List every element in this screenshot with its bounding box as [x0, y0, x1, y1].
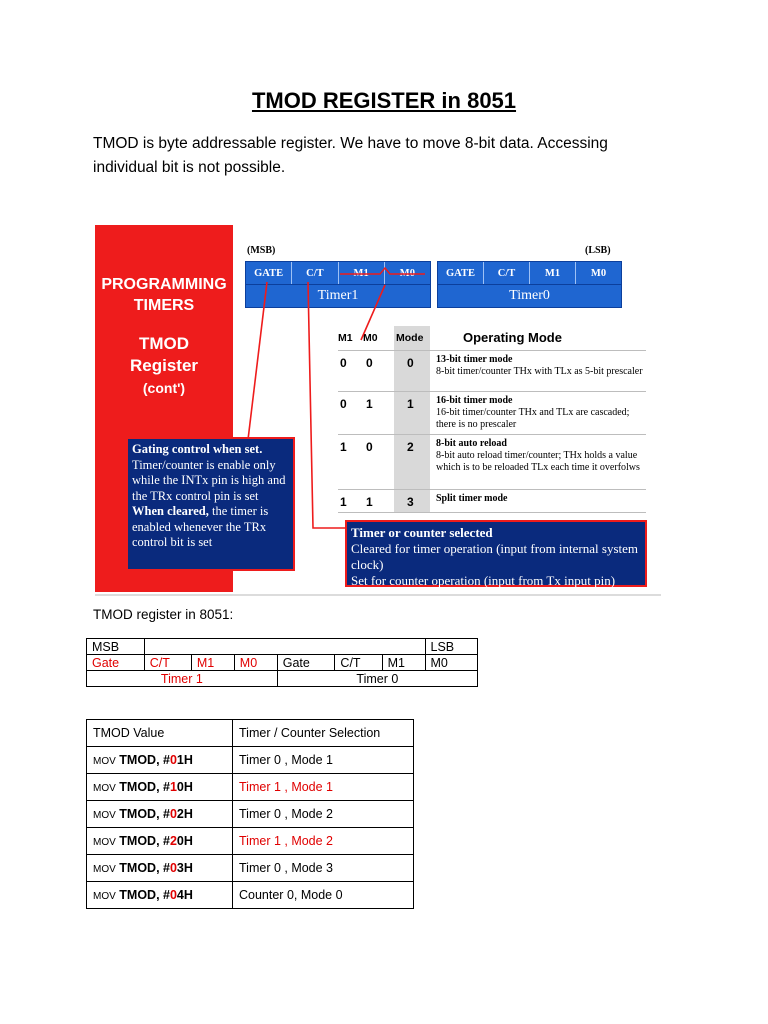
selection-cell: Timer 0 , Mode 1: [233, 747, 414, 774]
side-register: Register: [129, 356, 199, 375]
timer0-cell: Timer 0: [277, 671, 477, 687]
gate-box-text-1: Timer/counter is enable only while the INTx pin is high and the TRx control pin is set: [132, 457, 286, 503]
bit-cell: M0: [425, 655, 477, 671]
bit-ct-0: C/T: [484, 262, 530, 284]
header-m0: M0: [363, 332, 378, 344]
gate-description-box: [126, 437, 295, 571]
operand-suffix: H: [183, 861, 193, 875]
side-cont: (cont'): [142, 380, 186, 396]
operand-low-digit: 3: [176, 861, 184, 875]
header-operating-mode: Operating Mode: [463, 330, 562, 345]
instruction-operand: [119, 753, 193, 767]
row-m1: 0: [340, 356, 347, 370]
operand-prefix: TMOD, #: [119, 780, 170, 794]
instruction-operand: [119, 807, 193, 821]
row-description: 8-bit auto reload 8-bit auto reload timer/counter; THx holds a value which is to be reloaded TLx each time it overfolws: [436, 438, 640, 473]
bit-cell: C/T: [144, 655, 191, 671]
bit-cell: M1: [191, 655, 234, 671]
bit-cell: Gate: [87, 655, 145, 671]
bit-m0-1: M0: [399, 267, 415, 279]
table-row: [87, 882, 414, 909]
ct-box-heading: Timer or counter selected: [351, 525, 493, 540]
row-m0: 0: [366, 356, 373, 370]
row-m0: 1: [366, 495, 373, 509]
mov-mnemonic: MOV: [93, 810, 116, 821]
row-mode: 2: [407, 440, 414, 454]
table-row: [87, 671, 478, 687]
selection-cell: Counter 0, Mode 0: [233, 882, 414, 909]
mov-mnemonic: MOV: [93, 864, 116, 875]
operand-high-digit: 0: [169, 753, 177, 767]
table-row: [87, 801, 414, 828]
row-m0: 0: [366, 440, 373, 454]
operand-high-digit: 1: [169, 780, 177, 794]
side-title-line-1: PROGRAMMING: [101, 276, 227, 293]
tmod-register-table: [86, 638, 478, 687]
operand-prefix: TMOD, #: [119, 861, 170, 875]
instruction-operand: [119, 834, 193, 848]
timer1-cell: Timer 1: [87, 671, 278, 687]
tmod-instruction-cell: [87, 828, 233, 855]
operand-high-digit: 2: [169, 834, 177, 848]
header-tmod-value: TMOD Value: [87, 720, 233, 747]
selection-cell: Timer 0 , Mode 3: [233, 855, 414, 882]
operand-suffix: H: [183, 753, 193, 767]
row-description: 16-bit timer mode 16-bit timer/counter THx and TLx are cascaded; there is no prescaler: [436, 395, 630, 430]
selection-cell: Timer 1 , Mode 2: [233, 828, 414, 855]
timer0-label-bar: Timer0: [437, 284, 622, 308]
blank-cell: [144, 639, 425, 655]
operand-prefix: TMOD, #: [119, 834, 170, 848]
operand-low-digit: 0: [176, 780, 184, 794]
mov-mnemonic: MOV: [93, 756, 116, 767]
table-row: [87, 774, 414, 801]
bit-m1-0: M1: [530, 262, 576, 284]
table-row: [87, 655, 478, 671]
tmod-slide-figure: [95, 222, 661, 596]
operand-low-digit: 0: [176, 834, 184, 848]
operand-low-digit: 2: [176, 807, 184, 821]
operand-suffix: H: [183, 807, 193, 821]
tmod-instruction-cell: [87, 747, 233, 774]
row-m0: 1: [366, 397, 373, 411]
gate-box-heading: Gating control when set.: [132, 442, 263, 456]
instruction-operand: [119, 888, 193, 902]
lsb-label: (LSB): [585, 245, 611, 256]
lsb-cell: LSB: [425, 639, 477, 655]
operand-high-digit: 0: [169, 888, 177, 902]
table-row: [87, 639, 478, 655]
intro-paragraph: TMOD is byte addressable register. We have to move 8-bit data. Accessing individual bit is not possible.: [93, 135, 608, 176]
header-m1: M1: [338, 332, 353, 344]
table-row: [87, 747, 414, 774]
side-tmod: TMOD: [138, 334, 190, 353]
operand-suffix: H: [183, 888, 193, 902]
instruction-operand: [119, 780, 193, 794]
mov-mnemonic: MOV: [93, 783, 116, 794]
ct-box-line-1: Cleared for timer operation (input from internal system clock): [351, 541, 638, 572]
tmod-value-table: [86, 719, 414, 909]
operand-high-digit: 0: [169, 861, 177, 875]
row-description: 13-bit timer mode 8-bit timer/counter THx with TLx as 5-bit prescaler: [436, 354, 643, 377]
bit-cell: C/T: [335, 655, 382, 671]
row-mode: 0: [407, 356, 414, 370]
table-row: [87, 855, 414, 882]
operand-suffix: H: [183, 780, 193, 794]
operand-low-digit: 4: [176, 888, 184, 902]
side-title-line-2: TIMERS: [133, 297, 195, 314]
ct-box-line-2: Set for counter operation (input from Tx input pin): [351, 573, 616, 588]
row-m1: 0: [340, 397, 347, 411]
operand-high-digit: 0: [169, 807, 177, 821]
table-row: [87, 828, 414, 855]
header-selection: Timer / Counter Selection: [233, 720, 414, 747]
mov-mnemonic: MOV: [93, 891, 116, 902]
row-mode: 1: [407, 397, 414, 411]
gate-box-heading-2: When cleared,: [132, 504, 209, 518]
operand-prefix: TMOD, #: [119, 888, 170, 902]
instruction-operand: [119, 861, 193, 875]
bit-m1-1: M1: [339, 262, 385, 284]
row-mode: 3: [407, 495, 414, 509]
selection-cell: Timer 1 , Mode 1: [233, 774, 414, 801]
ct-description-box: [345, 520, 647, 587]
row-m1: 1: [340, 495, 347, 509]
bit-gate-0: GATE: [438, 262, 484, 284]
bit-m0-0: M0: [590, 267, 607, 279]
register-caption: TMOD register in 8051:: [93, 607, 234, 622]
operand-suffix: H: [183, 834, 193, 848]
operand-low-digit: 1: [176, 753, 184, 767]
row-description: Split timer mode: [436, 493, 508, 504]
timer1-label-bar: Timer1: [245, 284, 431, 308]
table-header-row: [87, 720, 414, 747]
operand-prefix: TMOD, #: [119, 807, 170, 821]
mov-mnemonic: MOV: [93, 837, 116, 848]
msb-cell: MSB: [87, 639, 145, 655]
tmod-instruction-cell: [87, 855, 233, 882]
msb-label: (MSB): [247, 245, 276, 256]
page-title: TMOD REGISTER in 8051: [251, 88, 517, 113]
bit-gate-1: GATE: [246, 262, 292, 284]
selection-cell: Timer 0 , Mode 2: [233, 801, 414, 828]
header-mode: Mode: [396, 332, 424, 344]
bit-cell: M0: [234, 655, 277, 671]
gate-box-text-2: the timer is enabled whenever the TRx control bit is set: [132, 504, 269, 549]
tmod-instruction-cell: [87, 882, 233, 909]
tmod-instruction-cell: [87, 801, 233, 828]
tmod-instruction-cell: [87, 774, 233, 801]
bit-cell: Gate: [277, 655, 335, 671]
bit-ct-1: C/T: [292, 262, 338, 284]
row-m1: 1: [340, 440, 347, 454]
bit-cell: M1: [382, 655, 425, 671]
operand-prefix: TMOD, #: [119, 753, 170, 767]
